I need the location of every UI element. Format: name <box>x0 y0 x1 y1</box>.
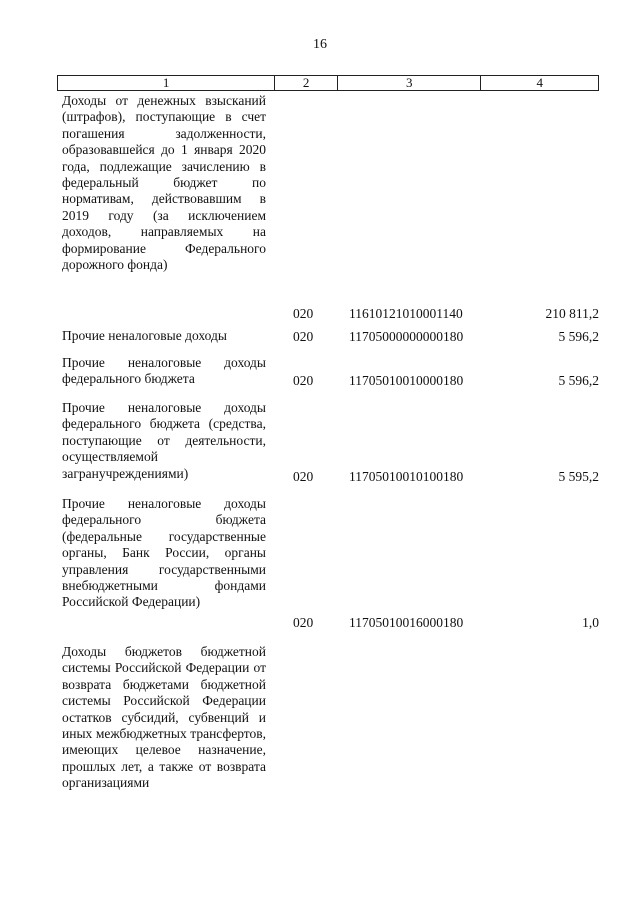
row-description: Прочие неналоговые доходы федерального бюджета <box>62 355 266 387</box>
table-row <box>62 496 602 631</box>
row-amount: 5 596,2 <box>558 329 599 344</box>
row-admin-code: 020 <box>293 329 314 344</box>
row-admin-code: 020 <box>293 469 314 484</box>
table-row <box>62 644 602 834</box>
row-budget-code: 11705010010000180 <box>349 373 464 388</box>
row-admin-code: 020 <box>293 306 314 321</box>
table-row <box>62 355 602 389</box>
row-admin-code: 020 <box>293 373 314 388</box>
page-number: 16 <box>313 37 327 52</box>
table-row <box>62 328 602 345</box>
row-budget-code: 11705010016000180 <box>349 615 464 630</box>
column-header-4: 4 <box>536 75 543 90</box>
row-description: Доходы бюджетов бюджетной системы Российской Федерации от возврата бюджетами бюджетной системы Российской Федерации остатков субсидий, субвенций и иных межбюджетных трансфертов, имеющих целевое назначение, прошлых лет, а также от возврата организациями <box>62 644 266 791</box>
table-header-row <box>57 75 599 91</box>
row-amount: 5 596,2 <box>558 373 599 388</box>
row-admin-code: 020 <box>293 615 314 630</box>
row-description: Прочие неналоговые доходы федерального бюджета (средства, поступающие от деятельности, осуществляемой загранучреждениями) <box>62 400 266 481</box>
row-amount: 1,0 <box>582 615 599 630</box>
column-header-3: 3 <box>338 76 481 90</box>
row-amount: 210 811,2 <box>545 306 599 321</box>
row-budget-code: 11610121010001140 <box>349 306 463 321</box>
column-header-1: 1 <box>58 76 275 90</box>
row-description: Прочие неналоговые доходы <box>62 328 227 343</box>
table-row <box>62 93 602 322</box>
row-description: Прочие неналоговые доходы федерального бюджета (федеральные государственные органы, Банк России, органы управления государственными внебюджетными фондами Российской Федерации) <box>62 496 266 610</box>
row-description: Доходы от денежных взысканий (штрафов), поступающие в счет погашения задолженности, образовавшейся до 1 января 2020 года, подлежащие зачислению в федеральный бюджет по нормативам, действовавшим в 2019 году (за исключением доходов, направляемых на формирование Федерального дорожного фонда) <box>62 93 266 273</box>
row-amount: 5 595,2 <box>558 469 599 484</box>
row-budget-code: 11705000000000180 <box>349 329 464 344</box>
row-budget-code: 11705010010100180 <box>349 469 464 484</box>
table-row <box>62 400 602 485</box>
column-header-2: 2 <box>275 76 338 90</box>
